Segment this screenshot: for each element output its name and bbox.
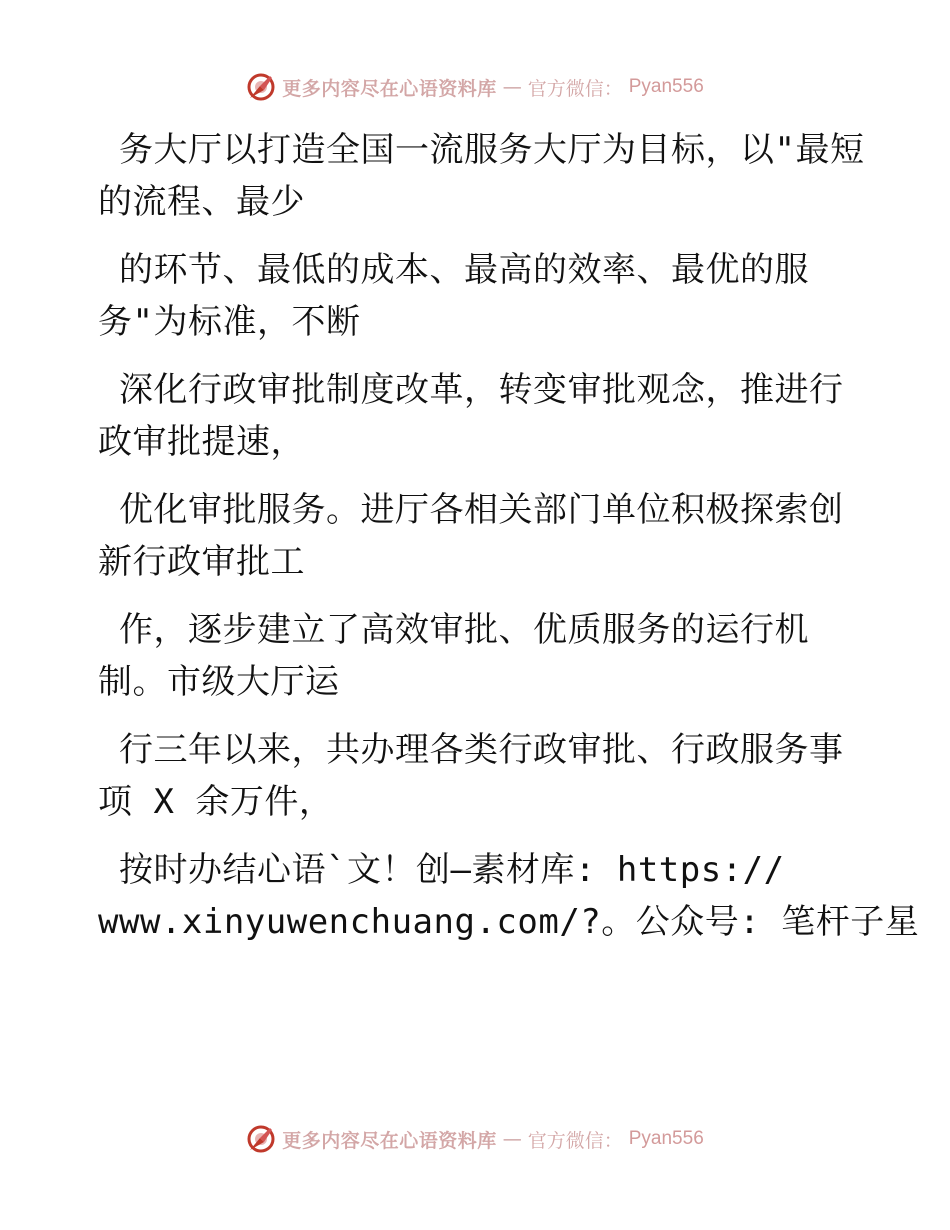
header-wechat-label: 官方微信： [527,77,623,100]
pen-logo-icon [246,1124,276,1154]
text-line: 作，逐步建立了高效审批、优质服务的运行机 [98,610,809,650]
text-line: 项 X 余万件， [98,782,334,822]
paragraph-2 [98,244,858,348]
text-line: 务"为标准，不断 [98,302,361,342]
text-line: 的环节、最低的成本、最高的效率、最优的服 [98,250,809,290]
text-line: 制。市级大厅运 [98,662,340,702]
footer-brand-text: 更多内容尽在心语资料库 [282,1129,497,1152]
footer-separator: — [502,1128,522,1150]
paragraph-7 [98,844,920,948]
text-line: 的流程、最少 [98,182,305,222]
text-line: 优化审批服务。进厅各相关部门单位积极探索创 [98,490,844,530]
footer-wechat-label: 官方微信： [527,1129,623,1152]
text-line: 深化行政审批制度改革，转变审批观念，推进行 [98,370,844,410]
page-footer [0,1124,950,1154]
header-separator: — [502,76,522,98]
pen-logo-icon [246,72,276,102]
header-wechat-id: Pyan556 [628,76,704,97]
footer-wechat-id: Pyan556 [628,1128,704,1149]
text-line: 政审批提速， [98,422,305,462]
document-body [98,124,920,964]
text-line: 务大厅以打造全国一流服务大厅为目标，以"最短 [98,130,865,170]
page-header [0,72,950,102]
paragraph-3 [98,364,858,468]
paragraph-5 [98,604,858,708]
header-brand-text: 更多内容尽在心语资料库 [282,77,497,100]
text-line: 按时办结心语`文！创—素材库: https:// [98,850,785,890]
paragraph-6 [98,724,858,828]
paragraph-1 [98,124,865,228]
text-line: 行三年以来，共办理各类行政审批、行政服务事 [98,730,844,770]
text-line: 新行政审批工 [98,542,305,582]
text-line: www.xinyuwenchuang.com/?。公众号: 笔杆子星 [98,902,920,942]
paragraph-4 [98,484,858,588]
